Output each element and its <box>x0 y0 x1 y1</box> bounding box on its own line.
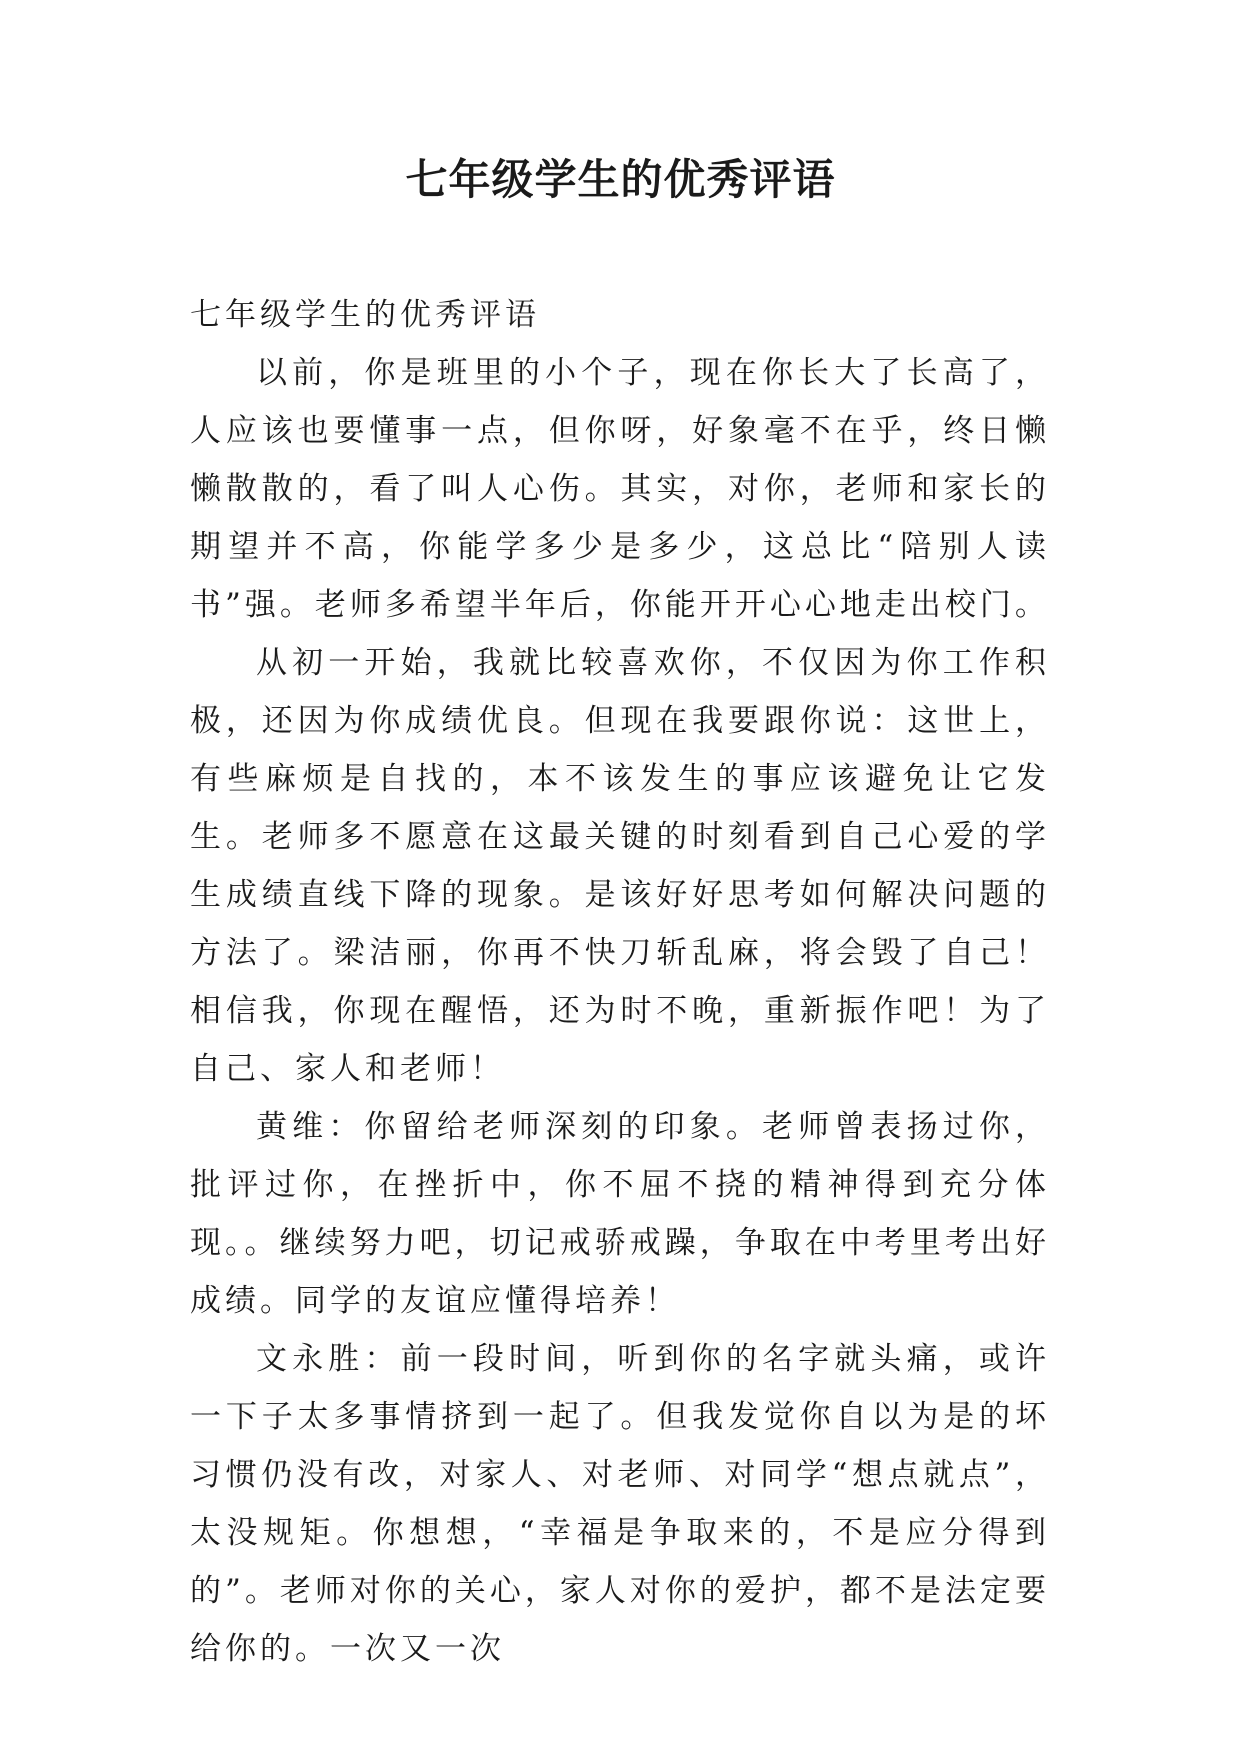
paragraph-4: 文永胜：前一段时间，听到你的名字就头痛，或许一下子太多事情挤到一起了。但我发觉你自以为是的坏习惯仍没有改，对家人、对老师、对同学“想点就点”，太没规矩。你想想，“幸福是争取来的，不是应分得到的”。老师对你的关心，家人对你的爱护，都不是法定要给你的。一次又一次 <box>190 1341 1050 1667</box>
document-title: 七年级学生的优秀评语 <box>405 155 836 204</box>
paragraph-2: 从初一开始，我就比较喜欢你，不仅因为你工作积极，还因为你成绩优良。但现在我要跟你说：这世上，有些麻烦是自找的，本不该发生的事应该避免让它发生。老师多不愿意在这最关键的时刻看到自己心爱的学生成绩直线下降的现象。是该好好思考如何解决问题的方法了。梁洁丽，你再不快刀斩乱麻，将会毁了自己！相信我，你现在醒悟，还为时不晚，重新振作吧！为了自己、家人和老师！ <box>190 645 1050 1087</box>
document-body <box>190 286 1050 1678</box>
paragraph-1: 以前，你是班里的小个子，现在你长大了长高了，人应该也要懂事一点，但你呀，好象毫不在乎，终日懒懒散散的，看了叫人心伤。其实，对你，老师和家长的期望并不高，你能学多少是多少，这总比“陪别人读书”强。老师多希望半年后，你能开开心心地走出校门。 <box>190 355 1050 623</box>
paragraph-3: 黄维：你留给老师深刻的印象。老师曾表扬过你，批评过你，在挫折中，你不屈不挠的精神得到充分体现。。继续努力吧，切记戒骄戒躁，争取在中考里考出好成绩。同学的友谊应懂得培养！ <box>190 1109 1050 1319</box>
document-subtitle: 七年级学生的优秀评语 <box>190 297 540 333</box>
